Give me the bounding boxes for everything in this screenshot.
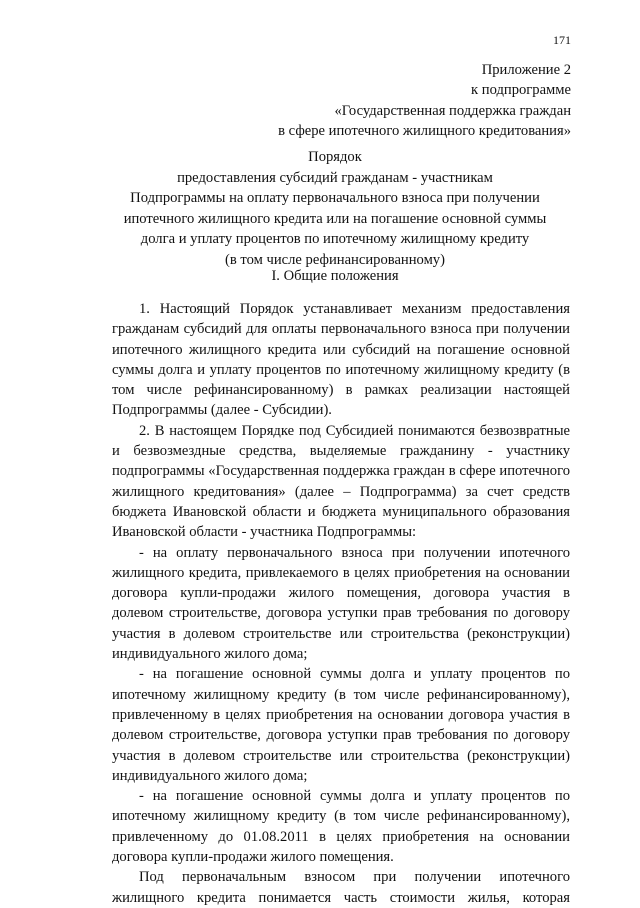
appendix-line: к подпрограмме: [471, 82, 571, 99]
title-line: долга и уплату процентов по ипотечному жилищному кредиту: [140, 231, 530, 247]
paragraph: Под первоначальным взносом при получении ипотечного жилищного кредита понимается часть стоимости жилья, которая: [112, 869, 570, 906]
section-heading: I. Общие положения: [271, 268, 399, 284]
list-item: - на оплату первоначального взноса при получении ипотечного жилищного кредита, привлекаемого в целях приобретения на основании договора купли-продажи жилого помещения, договора участия в долевом строительстве, договора уступки прав требования по договору участия в долевом строительстве или строительства (реконструкции) индивидуального жилого дома;: [112, 544, 570, 663]
appendix-reference: [278, 60, 571, 141]
title-line: Порядок: [308, 149, 362, 165]
title-line: (в том числе рефинансированному): [225, 251, 445, 268]
paragraph: 2. В настоящем Порядке под Субсидией понимаются безвозвратные и безвозмездные средства, выделяемые гражданину - участнику подпрограммы «Государственная поддержка граждан в сфере ипотечного жилищного кредитования» (далее – Подпрограмма) за счет средств бюджета Ивановской области и бюджета муниципального образования Ивановской области - участника Подпрограммы:: [112, 422, 570, 541]
list-item: - на погашение основной суммы долга и уплату процентов по ипотечному жилищному кредиту (в том числе рефинансированному), привлеченному до 01.08.2011 в целях приобретения на основании договора купли-продажи жилого помещения.: [112, 788, 570, 866]
document-body: [112, 299, 570, 908]
title-line: предоставления субсидий гражданам - участникам: [177, 169, 493, 186]
title-line: Подпрограммы на оплату первоначального взноса при получении: [130, 190, 540, 206]
appendix-line: «Государственная поддержка граждан: [334, 102, 571, 119]
appendix-line: в сфере ипотечного жилищного кредитования»: [278, 122, 571, 139]
paragraph: 1. Настоящий Порядок устанавливает механизм предоставления гражданам субсидий для оплаты первоначального взноса при получении ипотечного жилищного кредита или субсидий на погашение основной суммы долга и уплату процентов по ипотечному жилищному кредиту (в том числе рефинансированному) в рамках реализации настоящей Подпрограммы (далее - Субсидии).: [112, 301, 570, 419]
page-number: 171: [553, 33, 571, 47]
document-title: [100, 147, 570, 270]
appendix-line: Приложение 2: [481, 62, 571, 78]
list-item: - на погашение основной суммы долга и уплату процентов по ипотечному жилищному кредиту (в том числе рефинансированному), привлеченному в целях приобретения на основании договора участия в долевом строительстве, договора уступки прав требования по договору участия в долевом строительстве или строительства (реконструкции) индивидуального жилого дома;: [112, 666, 570, 784]
title-line: ипотечного жилищного кредита или на погашение основной суммы: [123, 210, 547, 227]
